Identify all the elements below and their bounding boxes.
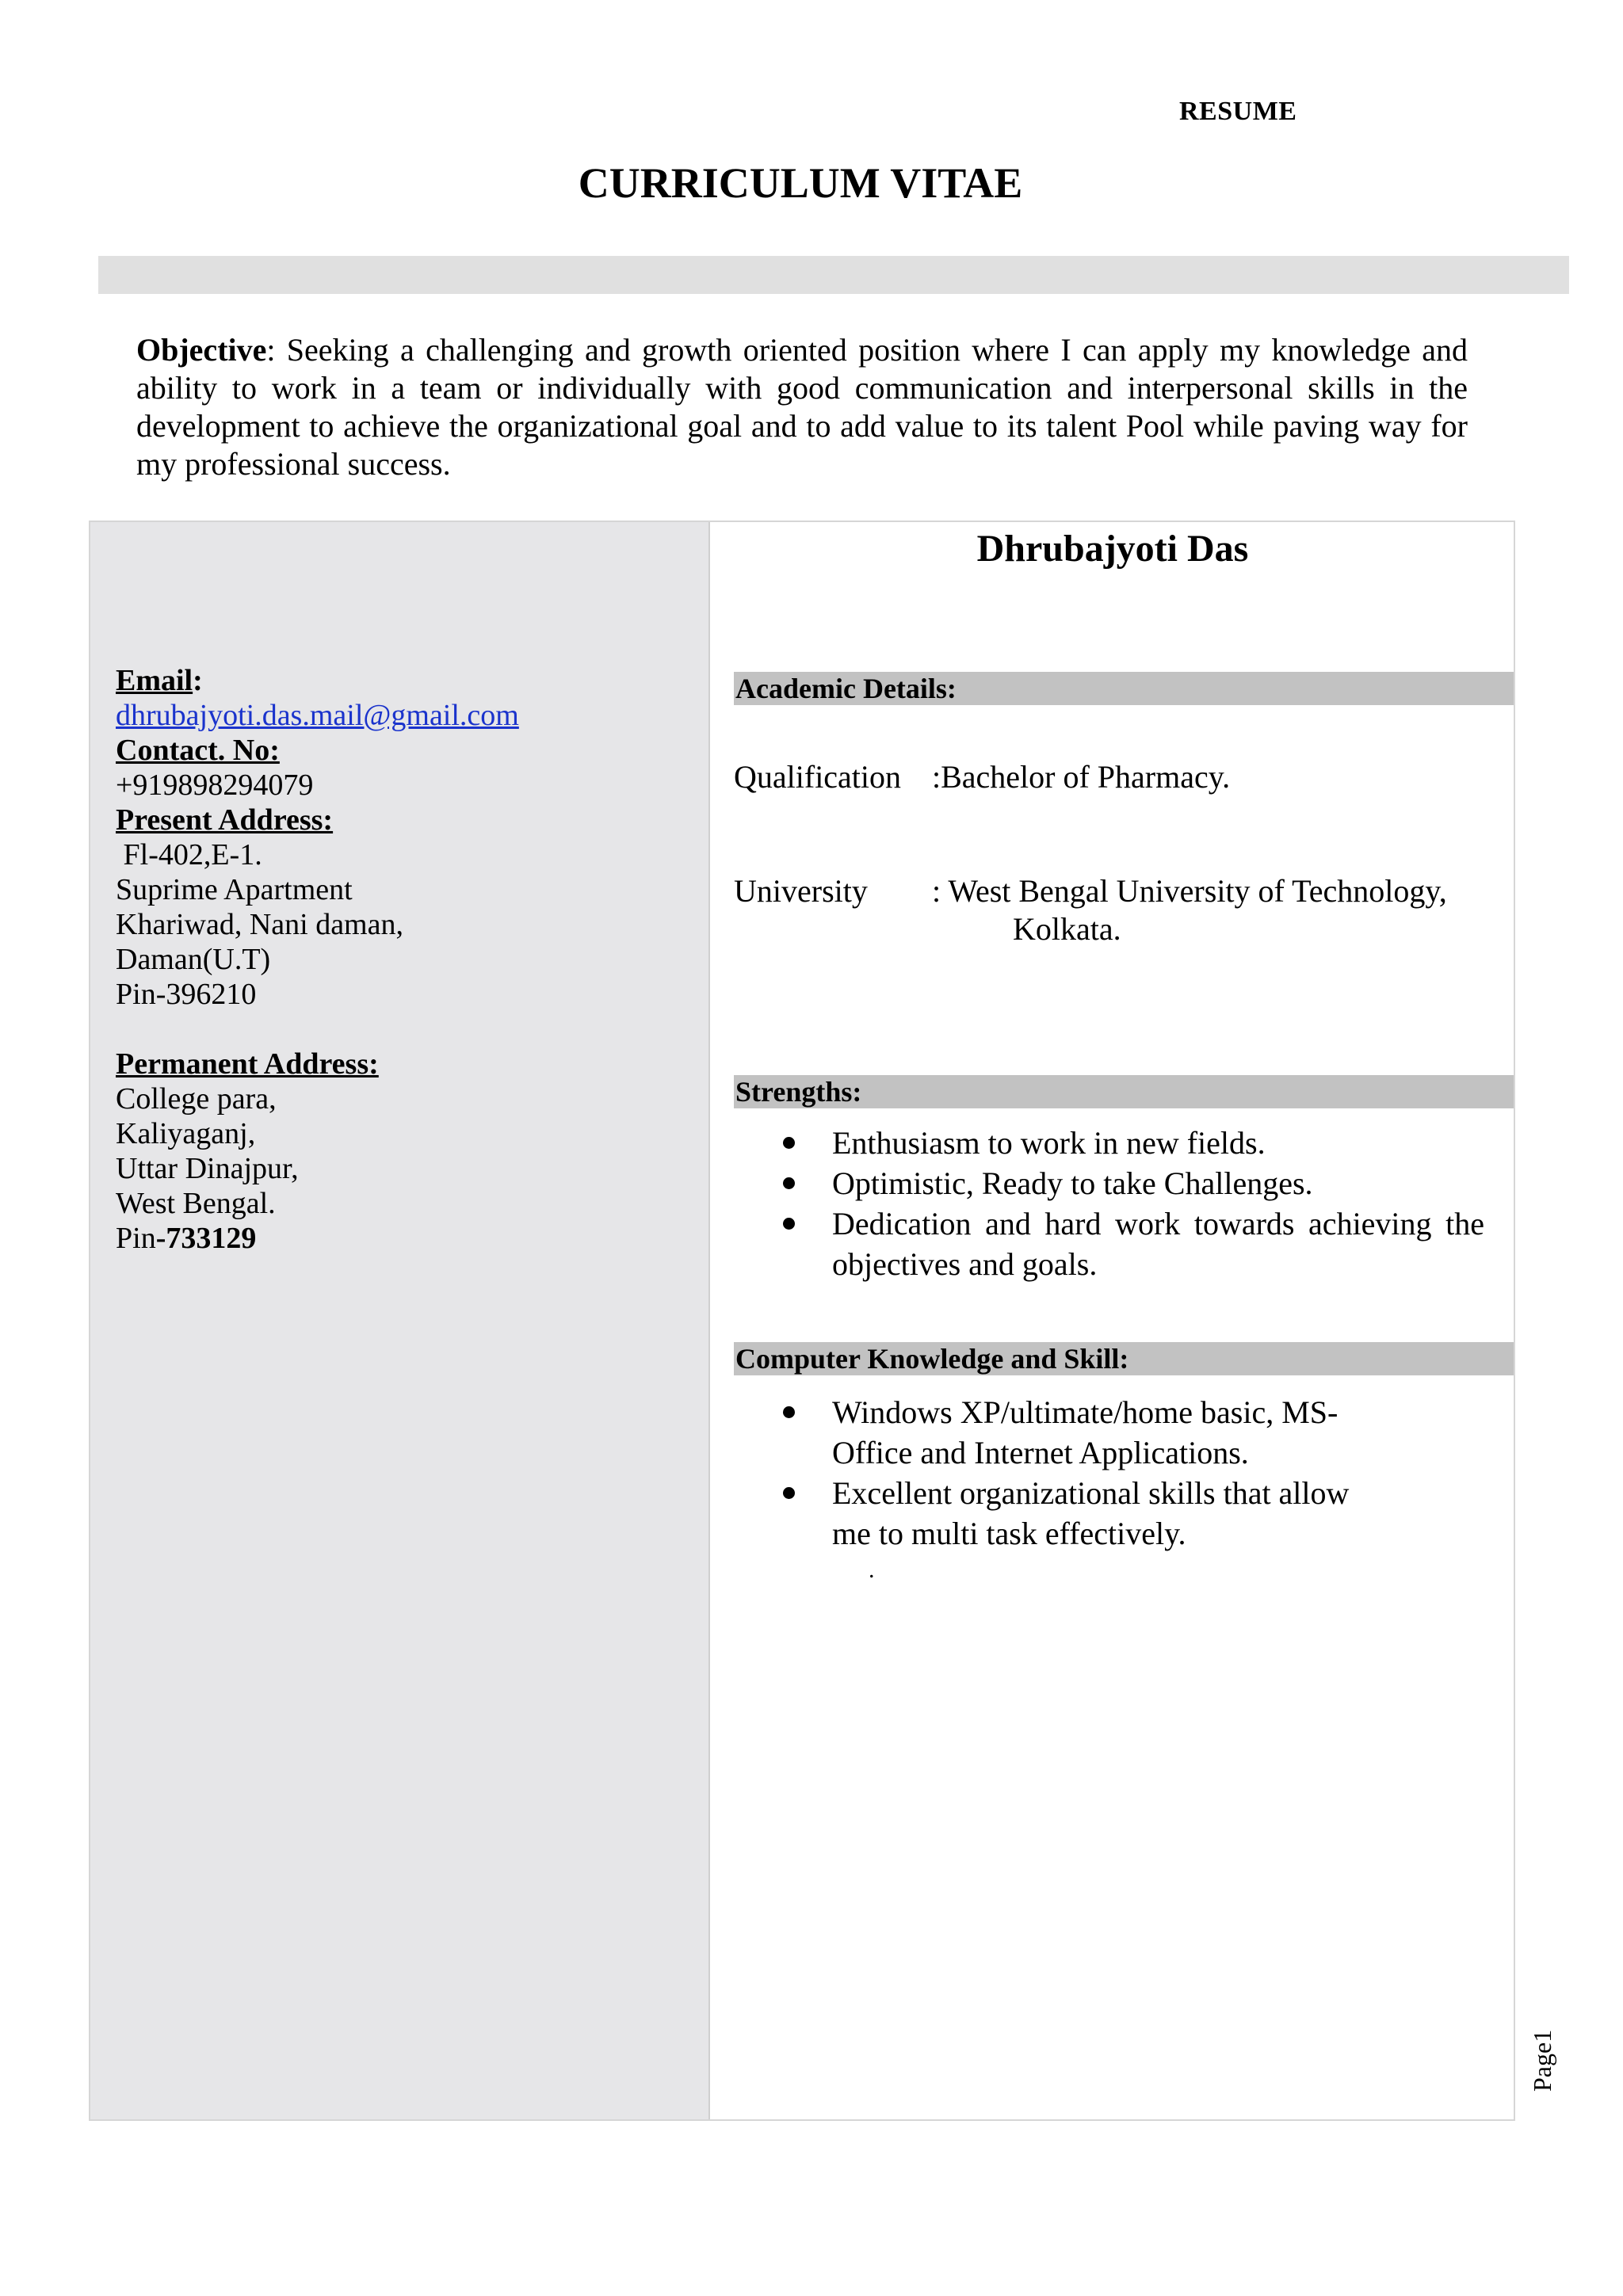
phone-number: +919898294079 — [116, 769, 314, 802]
present-address-line: Khariwad, Nani daman, — [116, 908, 403, 941]
permanent-address-line: West Bengal. — [116, 1187, 276, 1220]
qualification-label: Qualification — [734, 759, 902, 795]
computer-skills-list — [712, 1392, 1377, 1554]
phone-block — [116, 733, 313, 803]
computer-skills-heading: Computer Knowledge and Skill: — [734, 1342, 1514, 1375]
email-link[interactable]: dhrubajyoti.das.mail@gmail.com — [116, 699, 519, 732]
present-address-label: Present Address: — [116, 803, 334, 837]
permanent-pin — [116, 1221, 379, 1256]
bullet-icon — [783, 1137, 795, 1149]
present-address-line: Pin-396210 — [116, 978, 257, 1011]
list-item: Excellent organizational skills that allow me to multi task effectively. — [712, 1473, 1377, 1554]
permanent-address-line: College para, — [116, 1082, 277, 1116]
details-column — [712, 522, 1514, 2119]
strengths-heading: Strengths: — [734, 1075, 1514, 1108]
permanent-pin-prefix: Pin — [116, 1222, 156, 1255]
permanent-address-block — [116, 1047, 379, 1256]
objective-text: : Seeking a challenging and growth oriented position where I can apply my knowledge and ability to work in a team or individually with good communication and interpersonal skills in the development to achieve the organizational goal and to add value to its talent Pool while paving way for my professional success. — [136, 332, 1468, 482]
permanent-address-line: Uttar Dinajpur, — [116, 1152, 299, 1185]
list-item: Optimistic, Ready to take Challenges. — [712, 1163, 1484, 1203]
university-value-cont: Kolkata. — [1013, 911, 1121, 947]
present-address-line: Suprime Apartment — [116, 873, 353, 906]
page-title: CURRICULUM VITAE — [578, 159, 1023, 207]
permanent-address-label: Permanent Address: — [116, 1047, 379, 1081]
university-value: : West Bengal University of Technology, — [932, 873, 1447, 909]
objective-paragraph — [136, 331, 1468, 483]
permanent-address-line: Kaliyaganj, — [116, 1117, 256, 1150]
bullet-icon — [783, 1487, 795, 1499]
list-item: Enthusiasm to work in new fields. — [712, 1123, 1484, 1163]
page-number: Page1 — [1528, 2029, 1556, 2092]
email-label: Email — [116, 664, 193, 697]
list-item: Dedication and hard work towards achieving the objectives and goals. — [712, 1203, 1484, 1284]
objective-label: Objective — [136, 332, 267, 368]
qualification-value: :Bachelor of Pharmacy. — [932, 759, 1231, 795]
resume-label: RESUME — [1179, 97, 1297, 126]
candidate-name: Dhrubajyoti Das — [976, 528, 1249, 570]
present-address-line: Daman(U.T) — [116, 943, 271, 976]
email-block — [116, 663, 519, 733]
bullet-icon — [783, 1406, 795, 1418]
academic-details-heading: Academic Details: — [734, 672, 1514, 705]
university-row — [734, 872, 1447, 910]
phone-label: Contact. No: — [116, 734, 280, 767]
present-address-block — [116, 803, 403, 1012]
list-item: Windows XP/ultimate/home basic, MS-Office and Internet Applications. — [712, 1392, 1377, 1473]
bullet-icon — [783, 1218, 795, 1230]
trailing-mark: . — [869, 1557, 875, 1583]
strengths-list — [712, 1123, 1484, 1284]
resume-body-box — [89, 521, 1515, 2121]
header-divider-bar — [98, 256, 1569, 294]
present-address-line: Fl-402,E-1. — [116, 838, 262, 871]
bullet-icon — [783, 1177, 795, 1189]
contact-column — [90, 522, 710, 2119]
permanent-pin-value: -733129 — [155, 1222, 257, 1255]
qualification-row — [734, 758, 1230, 796]
university-label: University — [734, 873, 868, 909]
email-colon: : — [193, 664, 203, 697]
